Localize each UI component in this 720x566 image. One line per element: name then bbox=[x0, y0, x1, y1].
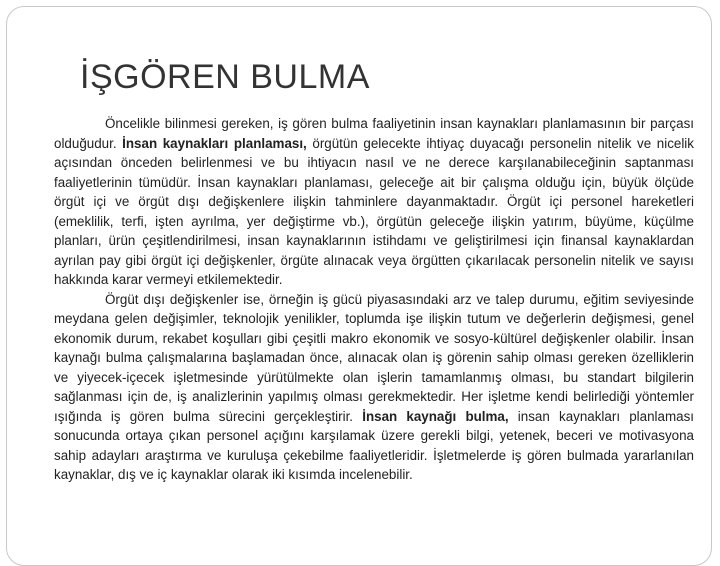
paragraph-2-bold-term: İnsan kaynağı bulma, bbox=[362, 408, 509, 424]
slide-title: İŞGÖREN BULMA bbox=[80, 58, 370, 96]
paragraph-2-text-a: Örgüt dışı değişkenler ise, örneğin iş gücü piyasasındaki arz ve talep durumu, eğitim seviyesinde meydana gelen değişimler, teknolojik yenilikler, toplumda işe ilişkin tutum ve değerlerin değişmesi, genel ekonomik durum, rekabet koşulları gibi çeşitli makro ekonomik ve sosyo-kültürel değişkenler olabilir. İnsan kaynağı bulma çalışmalarına başlamadan önce, alınacak olan iş görenin sahip olması gereken özelliklerin ve yiyecek-içecek işletmesinde yürütülmekte olan işlerin tamamlanmış olması, bu standart bilgilerin sağlanması için de, iş analizlerinin yapılmış olması gerekmektedir. Her işletme kendi belirlediği yöntemler ışığında iş gören bulma sürecini gerçekleştirir. bbox=[54, 291, 694, 424]
paragraph-2 bbox=[54, 290, 694, 485]
paragraph-1 bbox=[54, 114, 694, 290]
slide-body bbox=[54, 114, 694, 485]
paragraph-1-text-b: örgütün gelecekte ihtiyaç duyacağı personelin nitelik ve nicelik açısından önceden belirlenmesi ve bu ihtiyacın nasıl ve ne derece karşılanabileceğinin saptanması faaliyetlerinin tümüdür. İnsan kaynakları planlaması, geleceğe ait bir çalışma olduğu için, büyük ölçüde örgüt içi ve örgüt dışı değişkenlere ilişkin tahminlere dayanmaktadır. Örgüt içi personel hareketleri (emeklilik, terfi, işten ayrılma, yer değiştirme vb.), örgütün geleceğe ilişkin yatırım, büyüme, küçülme planları, ürün çeşitlendirilmesi, insan kaynaklarının istihdamı ve geliştirilmesi için finansal kaynaklardan ayrılan pay gibi örgüt içi değişkenler, örgüte alınacak veya örgütten çıkarılacak personelin nitelik ve sayısı hakkında karar vermeyi etkilemektedir. bbox=[54, 135, 694, 287]
paragraph-1-bold-term: İnsan kaynakları planlaması, bbox=[122, 135, 307, 151]
paragraph-2-text-b: insan kaynakları planlaması sonucunda ortaya çıkan personel açığını karşılamak üzere gerekli bilgi, yetenek, beceri ve motivasyona sahip adayları araştırma ve kuruluşa çekebilme faaliyetleridir. İşletmelerde iş gören bulmada yararlanılan kaynaklar, dış ve iç kaynaklar olarak iki kısımda incelenebilir. bbox=[54, 408, 694, 482]
paragraph-1-text-a: Öncelikle bilinmesi gereken, iş gören bulma faaliyetinin insan kaynakları planlamasının bir parçası olduğudur. bbox=[54, 116, 694, 151]
